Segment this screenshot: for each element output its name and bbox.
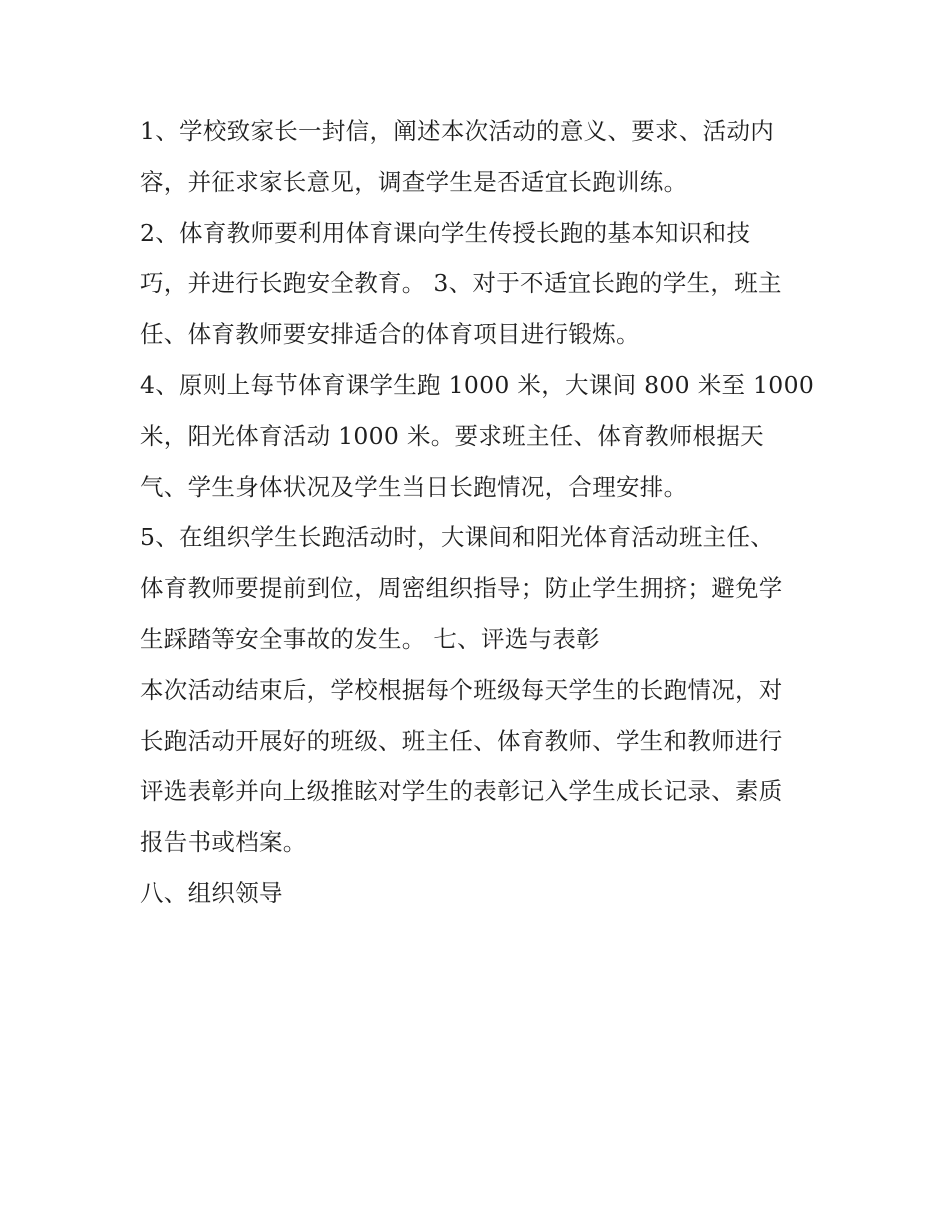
text-line: 巧，并进行长跑安全教育。 3、对于不适宜长跑的学生，班主 (140, 269, 782, 298)
text-line: 气、学生身体状况及学生当日长跑情况，合理安排。 (140, 472, 688, 501)
text-line: 体育教师要提前到位，周密组织指导；防止学生拥挤；避免学 (140, 574, 783, 603)
document-body (140, 106, 830, 919)
text-line: 本次活动结束后，学校根据每个班级每天学生的长跑情况，对 (140, 675, 783, 704)
text-line: 5、在组织学生长跑活动时，大课间和阳光体育活动班主任、 (140, 523, 775, 552)
section-heading: 八、组织领导 (140, 878, 283, 907)
text-line: 1、学校致家长一封信，阐述本次活动的意义、要求、活动内 (140, 117, 775, 145)
text-line: 2、体育教师要利用体育课向学生传授长跑的基本知识和技 (140, 218, 751, 247)
text-line: 任、体育教师要安排适合的体育项目进行锻炼。 (140, 320, 640, 349)
text-line: 米，阳光体育活动 1000 米。要求班主任、体育教师根据天 (140, 421, 764, 450)
text-line: 4、原则上每节体育课学生跑 1000 米，大课间 800 米至 1000 (140, 370, 815, 399)
text-line: 长跑活动开展好的班级、班主任、体育教师、学生和教师进行 (140, 726, 783, 755)
text-line: 评选表彰并向上级推眩对学生的表彰记入学生成长记录、素质 (140, 777, 783, 806)
text-line: 报告书或档案。 (140, 828, 307, 857)
text-line: 容，并征求家长意见，调查学生是否适宜长跑训练。 (140, 167, 688, 196)
text-line: 生踩踏等安全事故的发生。 七、评选与表彰 (140, 624, 600, 653)
